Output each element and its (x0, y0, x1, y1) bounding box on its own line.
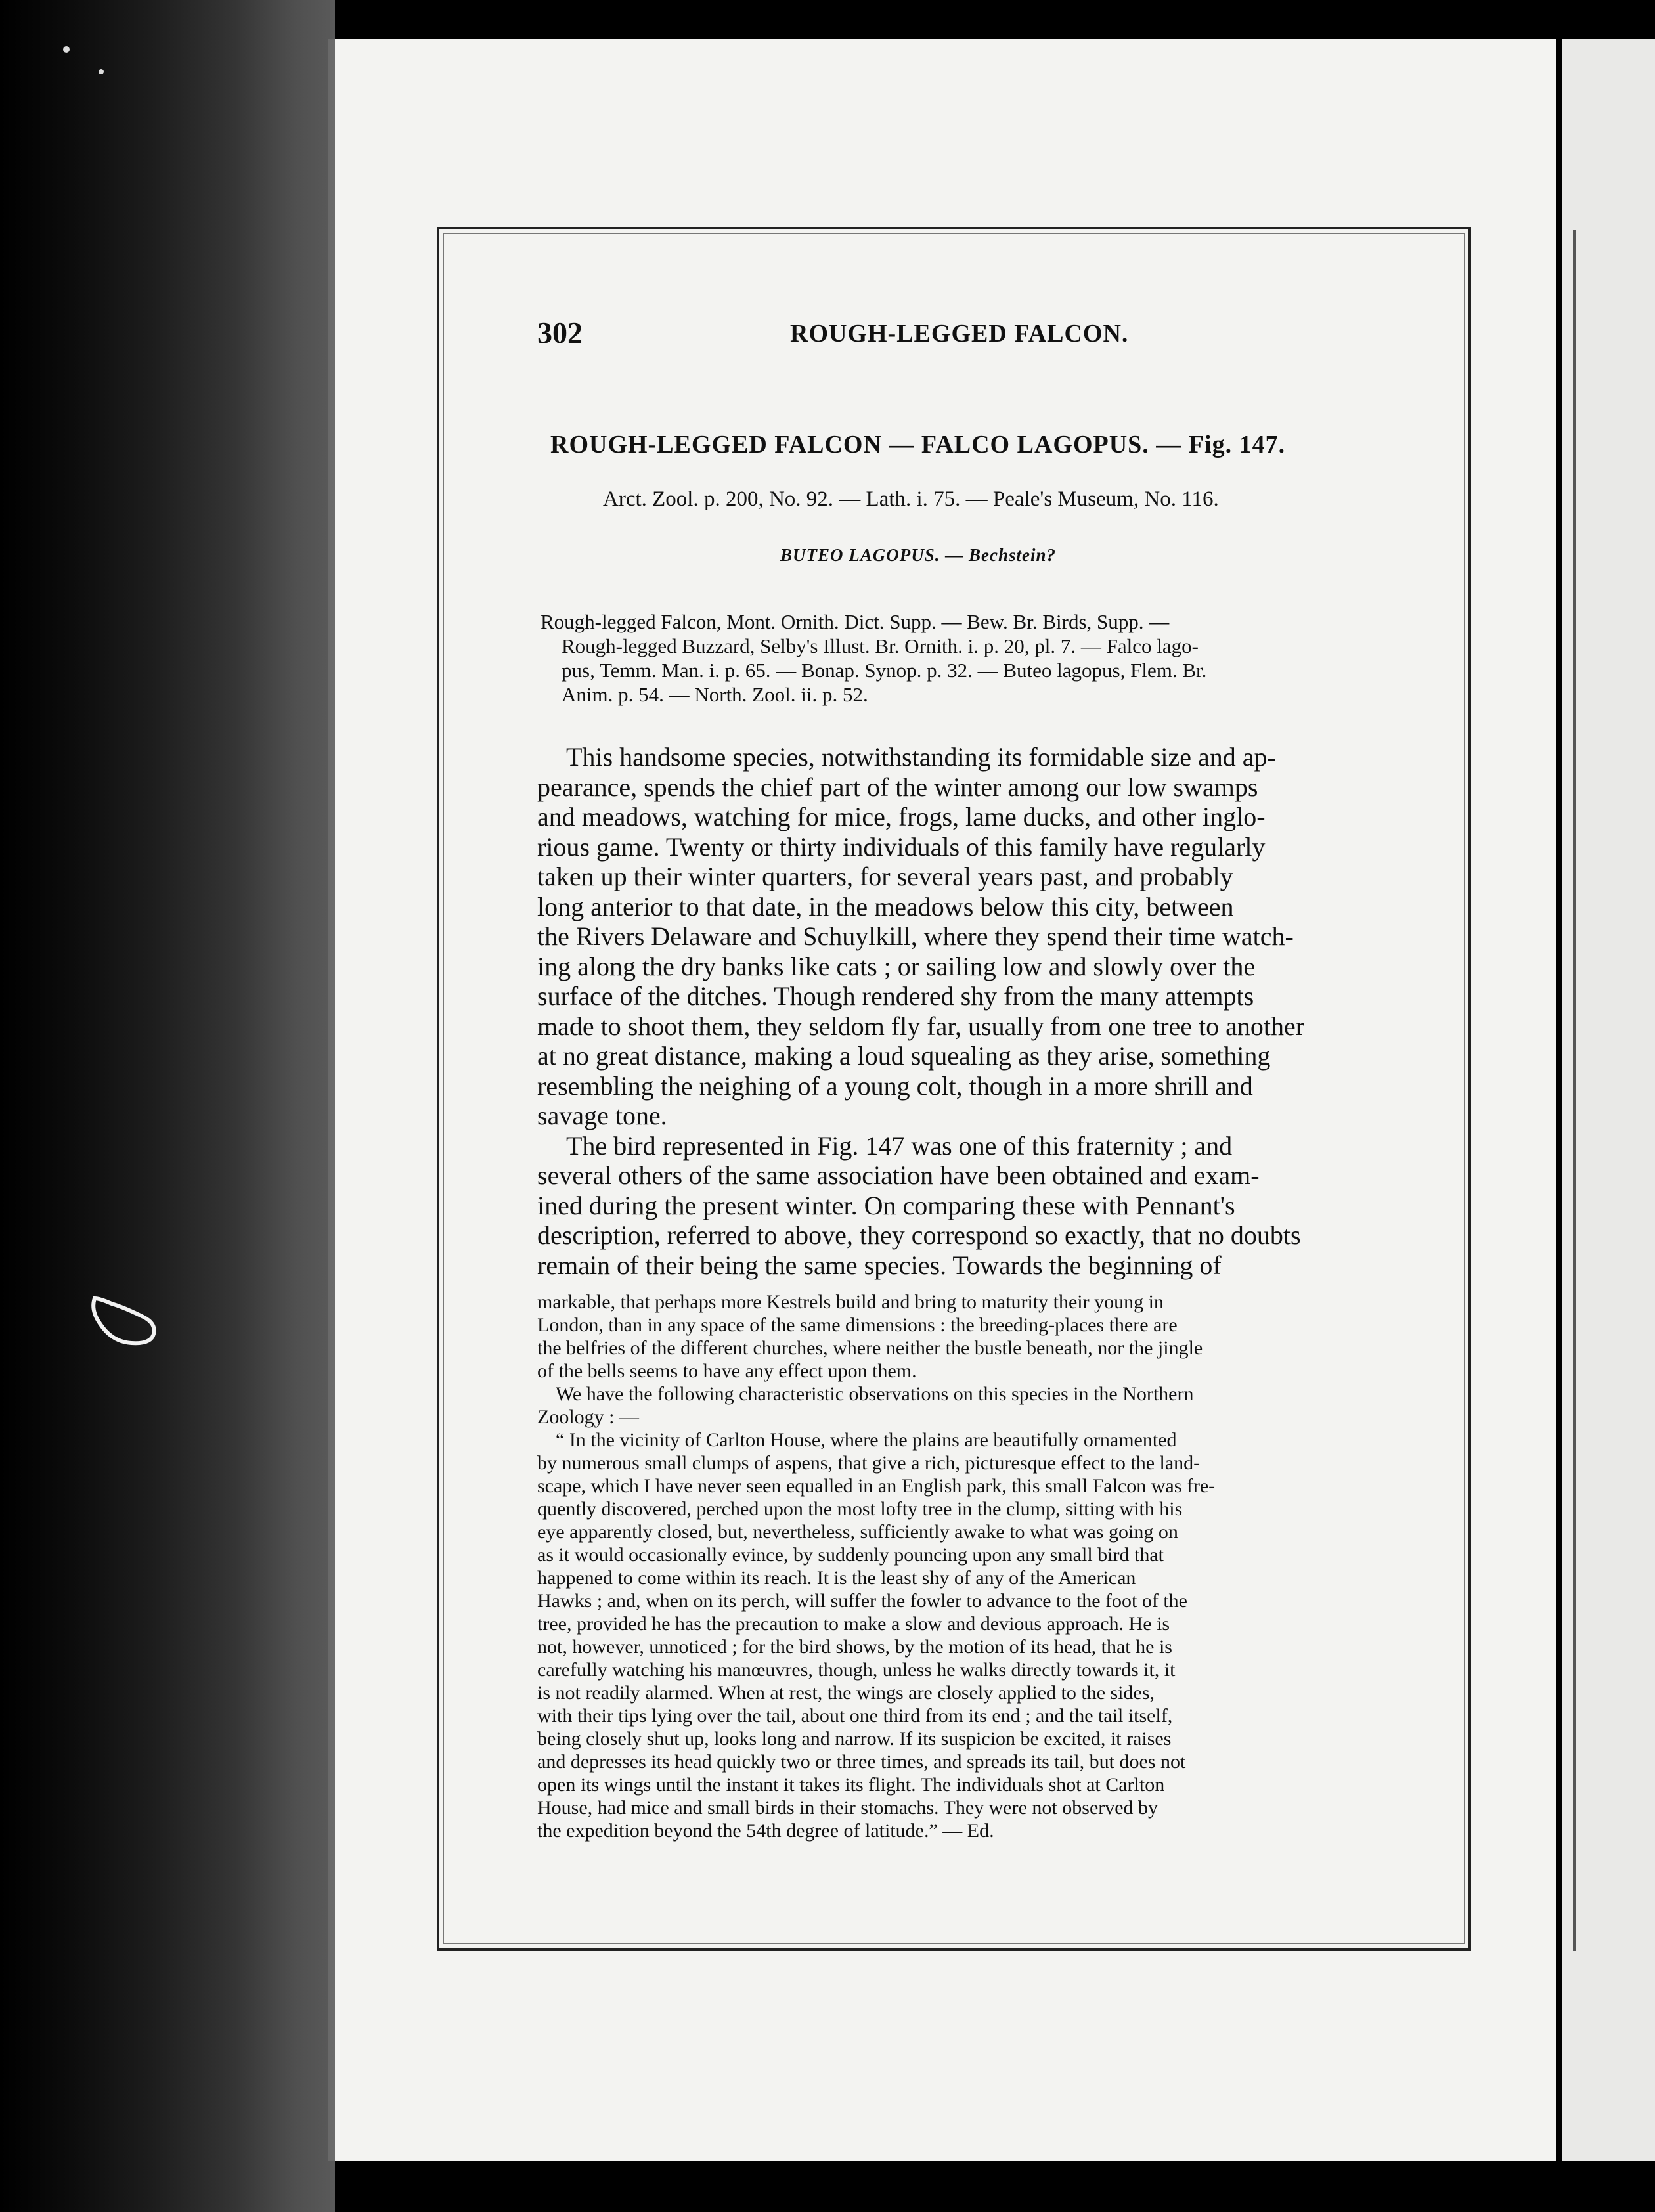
body-line: resembling the neighing of a young colt, though in a more shrill and (537, 1071, 1253, 1101)
synonymy-block (541, 609, 1381, 707)
footnote-line: with their tips lying over the tail, about one third from its end ; and the tail itself, (537, 1705, 1173, 1727)
main-text (537, 742, 1386, 1280)
body-line: and meadows, watching for mice, frogs, lame ducks, and other inglo- (537, 802, 1266, 831)
footnote-line: the expedition beyond the 54th degree of latitude.” — Ed. (537, 1820, 994, 1842)
body-line: savage tone. (537, 1101, 667, 1130)
page-number: 302 (537, 316, 583, 349)
footnote-line: quently discovered, perched upon the most lofty tree in the clump, sitting with his (537, 1498, 1183, 1520)
body-line: pearance, spends the chief part of the winter among our low swamps (537, 772, 1258, 802)
synonym-line: Rough-legged Buzzard, Selby's Illust. Br. Ornith. i. p. 20, pl. 7. — Falco lago- (562, 634, 1199, 657)
footnote-line: carefully watching his manœuvres, though, unless he walks directly towards it, it (537, 1659, 1176, 1681)
page-header (537, 315, 1384, 355)
body-line: several others of the same association have been obtained and exam- (537, 1161, 1260, 1190)
synonym-line: pus, Temm. Man. i. p. 65. — Bonap. Synop. p. 32. — Buteo lagopus, Flem. Br. (562, 659, 1207, 682)
footnote-line: Hawks ; and, when on its perch, will suffer the fowler to advance to the foot of the (537, 1590, 1187, 1612)
page-edge (328, 39, 335, 2161)
book-spine-shadow (0, 0, 335, 2212)
footnote-line: and depresses its head quickly two or three times, and spreads its tail, but does not (537, 1751, 1186, 1773)
body-line: The bird represented in Fig. 147 was one of this fraternity ; and (566, 1130, 1233, 1161)
footnote-line: markable, that perhaps more Kestrels build and bring to maturity their young in (537, 1291, 1164, 1313)
footnote-line: by numerous small clumps of aspens, that give a rich, picturesque effect to the land- (537, 1452, 1201, 1474)
footnote-line: tree, provided he has the precaution to make a slow and devious approach. He is (537, 1613, 1170, 1635)
footnote-line: not, however, unnoticed ; for the bird shows, by the motion of its head, that he is (537, 1636, 1172, 1658)
footnote-line: open its wings until the instant it takes its flight. The individuals shot at Carlton (537, 1774, 1165, 1796)
footnote-line: London, than in any space of the same dimensions : the breeding-places there are (537, 1314, 1178, 1336)
running-head: ROUGH-LEGGED FALCON. (790, 320, 1129, 347)
facing-page-edge (1556, 39, 1655, 2161)
speck-mark (63, 46, 70, 53)
synonym-line: Anim. p. 54. — North. Zool. ii. p. 52. (562, 683, 868, 706)
body-line: taken up their winter quarters, for several years past, and probably (537, 862, 1233, 891)
footnote-line: House, had mice and small birds in their stomachs. They were not observed by (537, 1797, 1158, 1819)
body-line: the Rivers Delaware and Schuylkill, where they spend their time watch- (537, 921, 1294, 951)
facing-page-border (1573, 230, 1576, 1951)
body-line: ing along the dry banks like cats ; or sailing low and slowly over the (537, 951, 1256, 981)
body-line: surface of the ditches. Though rendered shy from the many attempts (537, 981, 1254, 1011)
body-line: made to shoot them, they seldom fly far, usually from one tree to another (537, 1011, 1305, 1041)
article-title: ROUGH-LEGGED FALCON — FALCO LAGOPUS. — Fig. 147. (550, 431, 1286, 458)
body-line: rious game. Twenty or thirty individuals of this family have regularly (537, 831, 1266, 862)
body-line: ined during the present winter. On comparing these with Pennant's (537, 1190, 1235, 1220)
footnote-line: eye apparently closed, but, nevertheless, sufficiently awake to what was going on (537, 1521, 1178, 1543)
footnote-line: scape, which I have never seen equalled in an English park, this small Falcon was fre- (537, 1475, 1216, 1497)
speck-mark (99, 69, 104, 74)
references-line: Arct. Zool. p. 200, No. 92. — Lath. i. 75. — Peale's Museum, No. 116. (603, 487, 1219, 511)
footnote-line: We have the following characteristic observations on this species in the Northern (556, 1383, 1194, 1405)
body-line: description, referred to above, they correspond so exactly, that no doubts (537, 1220, 1301, 1250)
footnote-line: happened to come within its reach. It is the least shy of any of the American (537, 1567, 1136, 1589)
hand-drawn-mark (85, 1291, 164, 1356)
body-line: long anterior to that date, in the meadows below this city, between (537, 891, 1234, 921)
footnote-line: being closely shut up, looks long and narrow. If its suspicion be excited, it raises (537, 1728, 1172, 1750)
body-line: at no great distance, making a loud squealing as they arise, something (537, 1041, 1271, 1071)
synonym-heading: BUTEO LAGOPUS. — Bechstein? (780, 545, 1057, 565)
footnote-line: is not readily alarmed. When at rest, the wings are closely applied to the sides, (537, 1682, 1155, 1704)
footnote-line: “ In the vicinity of Carlton House, where the plains are beautifully ornamented (556, 1429, 1177, 1451)
footnote-line: Zoology : — (537, 1406, 639, 1428)
footnote-block (537, 1291, 1386, 1842)
body-line: This handsome species, notwithstanding its formidable size and ap- (566, 742, 1276, 772)
footnote-line: the belfries of the different churches, where neither the bustle beneath, nor the jingle (537, 1337, 1203, 1359)
body-line: remain of their being the same species. Towards the beginning of (537, 1250, 1222, 1280)
synonym-line: Rough-legged Falcon, Mont. Ornith. Dict. Supp. — Bew. Br. Birds, Supp. — (541, 610, 1170, 633)
footnote-line: of the bells seems to have any effect upon them. (537, 1360, 917, 1382)
footnote-line: as it would occasionally evince, by suddenly pouncing upon any small bird that (537, 1544, 1164, 1566)
